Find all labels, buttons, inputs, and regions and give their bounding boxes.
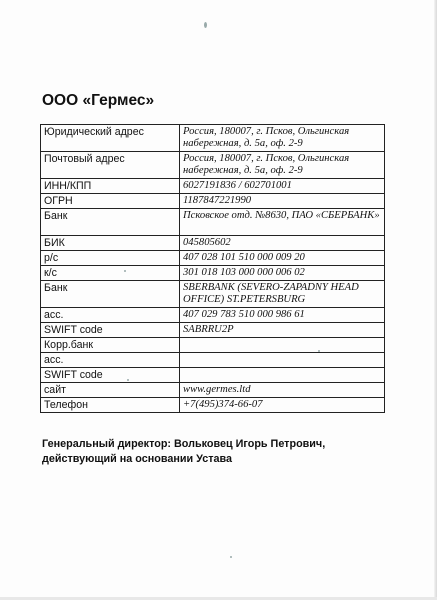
- table-row: [41, 383, 385, 398]
- row-label: SWIFT code: [41, 368, 180, 383]
- row-label: Корр.банк: [41, 338, 180, 353]
- row-label: ОГРН: [41, 194, 180, 209]
- row-value: 301 018 103 000 000 006 02: [180, 266, 385, 281]
- row-label: асс.: [41, 353, 180, 368]
- table-row: [41, 338, 385, 353]
- row-value: 407 029 783 510 000 986 61: [180, 308, 385, 323]
- row-value: +7(495)374-66-07: [180, 398, 385, 413]
- table-row: [41, 323, 385, 338]
- table-row: [41, 152, 385, 179]
- row-label: Почтовый адрес: [41, 152, 180, 179]
- row-label: сайт: [41, 383, 180, 398]
- row-value: 6027191836 / 602701001: [180, 179, 385, 194]
- row-label: Телефон: [41, 398, 180, 413]
- row-value: 407 028 101 510 000 009 20: [180, 251, 385, 266]
- row-value: Псковское отд. №8630, ПАО «СБЕРБАНК»: [180, 209, 385, 236]
- row-label: SWIFT code: [41, 323, 180, 338]
- row-value: SBERBANK (SEVERO-ZAPADNY HEAD OFFICE) ST.PETERSBURG: [180, 281, 385, 308]
- table-row: [41, 308, 385, 323]
- row-label: ИНН/КПП: [41, 179, 180, 194]
- row-label: БИК: [41, 236, 180, 251]
- scan-speck: [230, 556, 232, 558]
- row-value: SABRRU2P: [180, 323, 385, 338]
- row-value: [180, 353, 385, 368]
- row-value: Россия, 180007, г. Псков, Ольгинская набережная, д. 5а, оф. 2-9: [180, 125, 385, 152]
- table-row: [41, 125, 385, 152]
- row-value: [180, 338, 385, 353]
- row-value: www.germes.ltd: [180, 383, 385, 398]
- row-value: 045805602: [180, 236, 385, 251]
- row-label: р/с: [41, 251, 180, 266]
- row-label: Юридический адрес: [41, 125, 180, 152]
- row-label: Банк: [41, 209, 180, 236]
- table-row: [41, 353, 385, 368]
- table-row: [41, 251, 385, 266]
- table-row: [41, 194, 385, 209]
- scan-speck: [204, 22, 207, 28]
- row-value: 1187847221990: [180, 194, 385, 209]
- table-row: [41, 398, 385, 413]
- row-value: Россия, 180007, г. Псков, Ольгинская набережная, д. 5а, оф. 2-9: [180, 152, 385, 179]
- company-name: ООО «Гермес»: [42, 92, 155, 109]
- row-value: [180, 368, 385, 383]
- director-signature-line: Генеральный директор: Вольковец Игорь Петрович, действующий на основании Устава: [42, 438, 326, 465]
- table-row: [41, 236, 385, 251]
- row-label: асс.: [41, 308, 180, 323]
- row-label: к/с: [41, 266, 180, 281]
- requisites-table: [40, 124, 385, 413]
- table-row: [41, 266, 385, 281]
- table-row: [41, 179, 385, 194]
- row-label: Банк: [41, 281, 180, 308]
- table-row: [41, 368, 385, 383]
- table-row: [41, 281, 385, 308]
- table-row: [41, 209, 385, 236]
